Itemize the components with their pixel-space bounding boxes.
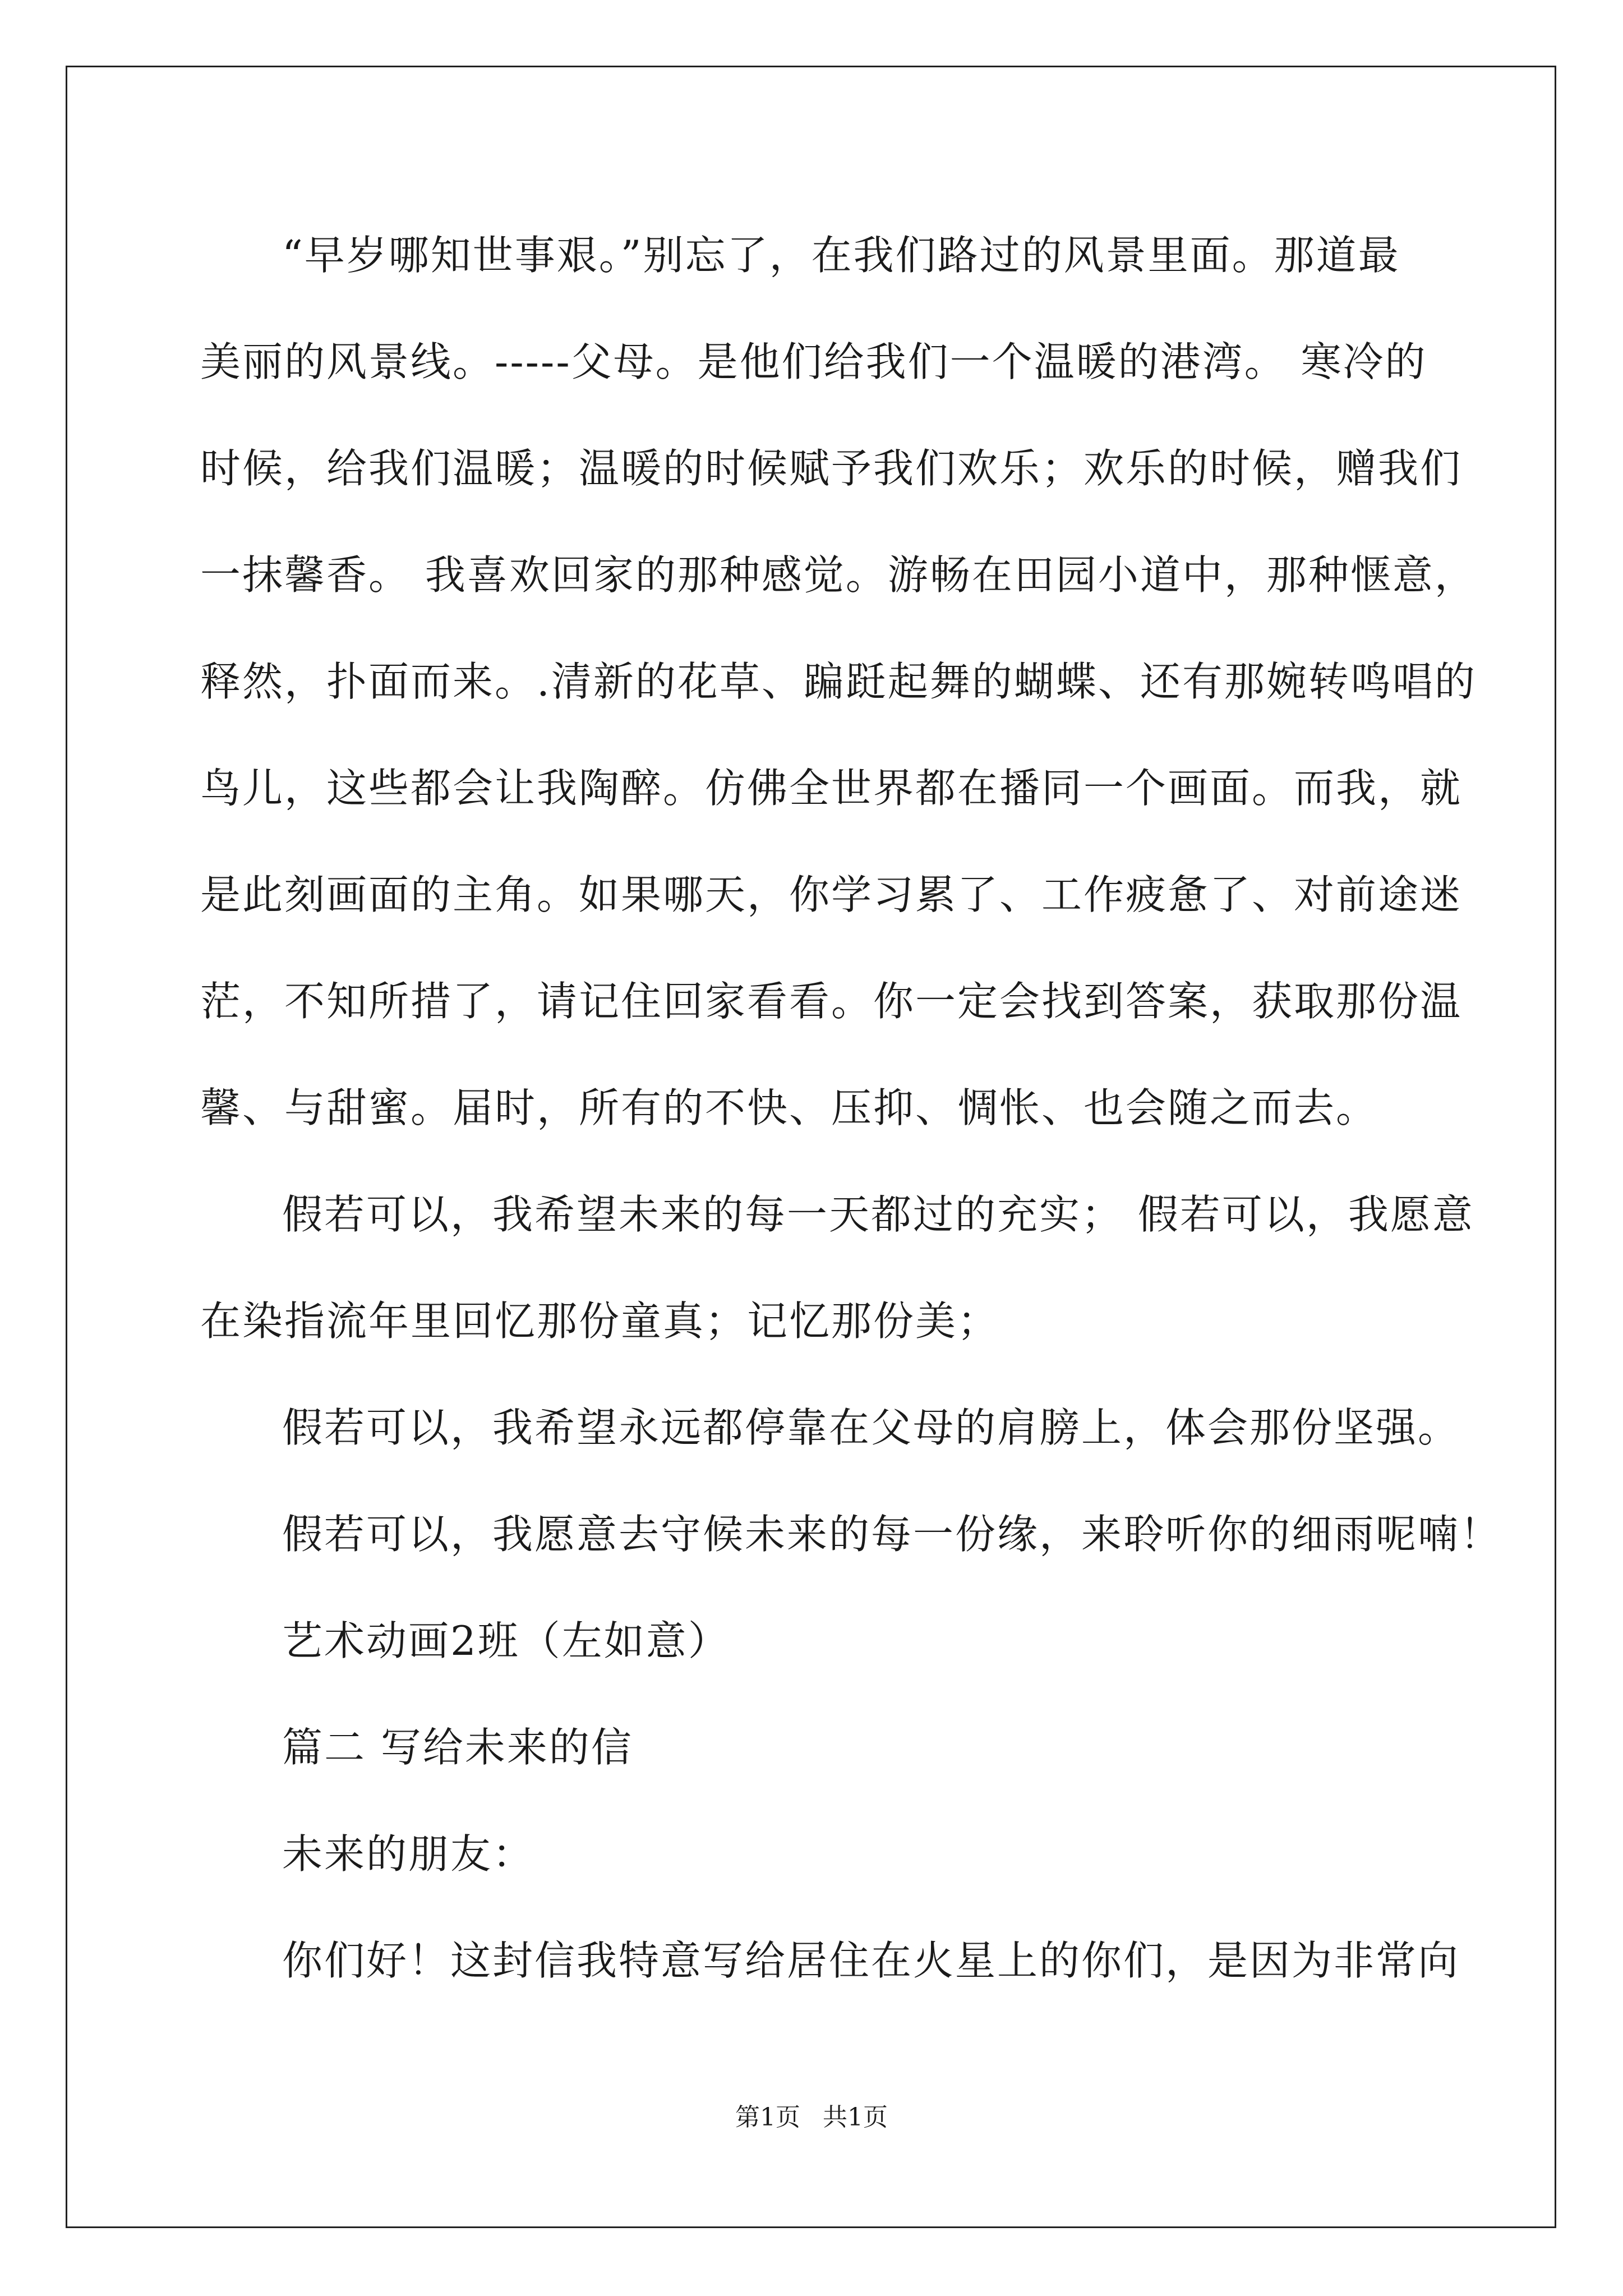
text-line: 一抹馨香。 我喜欢回家的那种感觉。游畅在田园小道中，那种惬意， xyxy=(200,551,1477,599)
text-line: 馨、与甜蜜。届时，所有的不快、压抑、惆怅、也会随之而去。 xyxy=(200,1084,1378,1131)
text-line: 你们好！这封信我特意写给居住在火星上的你们，是因为非常向 xyxy=(282,1937,1460,1984)
text-line: 假若可以，我希望永远都停靠在父母的肩膀上，体会那份坚强。 xyxy=(282,1404,1460,1451)
section-heading: 篇二 写给未来的信 xyxy=(282,1724,633,1771)
text-line: 鸟儿，这些都会让我陶醉。仿佛全世界都在播同一个画面。而我，就 xyxy=(200,765,1463,812)
author-line: 艺术动画2班（左如意） xyxy=(282,1617,730,1664)
document-body xyxy=(200,202,1502,2014)
text-line: 假若可以，我希望未来的每一天都过的充实； 假若可以，我愿意 xyxy=(282,1191,1474,1238)
text-line: 释然，扑面而来。.清新的花草、蹁跹起舞的蝴蝶、还有那婉转鸣唱的 xyxy=(200,658,1477,705)
text-line: 茫，不知所措了，请记住回家看看。你一定会找到答案，获取那份温 xyxy=(200,978,1463,1025)
page-footer xyxy=(0,2101,1623,2134)
text-line: 是此刻画面的主角。如果哪天，你学习累了、工作疲惫了、对前途迷 xyxy=(200,871,1463,918)
page-total: 共1页 xyxy=(823,2103,888,2132)
text-line: 假若可以，我愿意去守候未来的每一份缘，来聆听你的细雨呢喃！ xyxy=(282,1511,1502,1558)
text-line: “早岁哪知世事艰。”别忘了，在我们路过的风景里面。那道最 xyxy=(282,232,1400,279)
salutation: 未来的朋友： xyxy=(282,1830,535,1878)
text-line: 时候，给我们温暖；温暖的时候赋予我们欢乐；欢乐的时候，赠我们 xyxy=(200,445,1463,492)
page-number: 第1页 xyxy=(735,2103,800,2132)
text-line: 美丽的风景线。-----父母。是他们给我们一个温暖的港湾。 寒冷的 xyxy=(200,338,1427,385)
text-line: 在染指流年里回忆那份童真；记忆那份美； xyxy=(200,1297,1000,1345)
